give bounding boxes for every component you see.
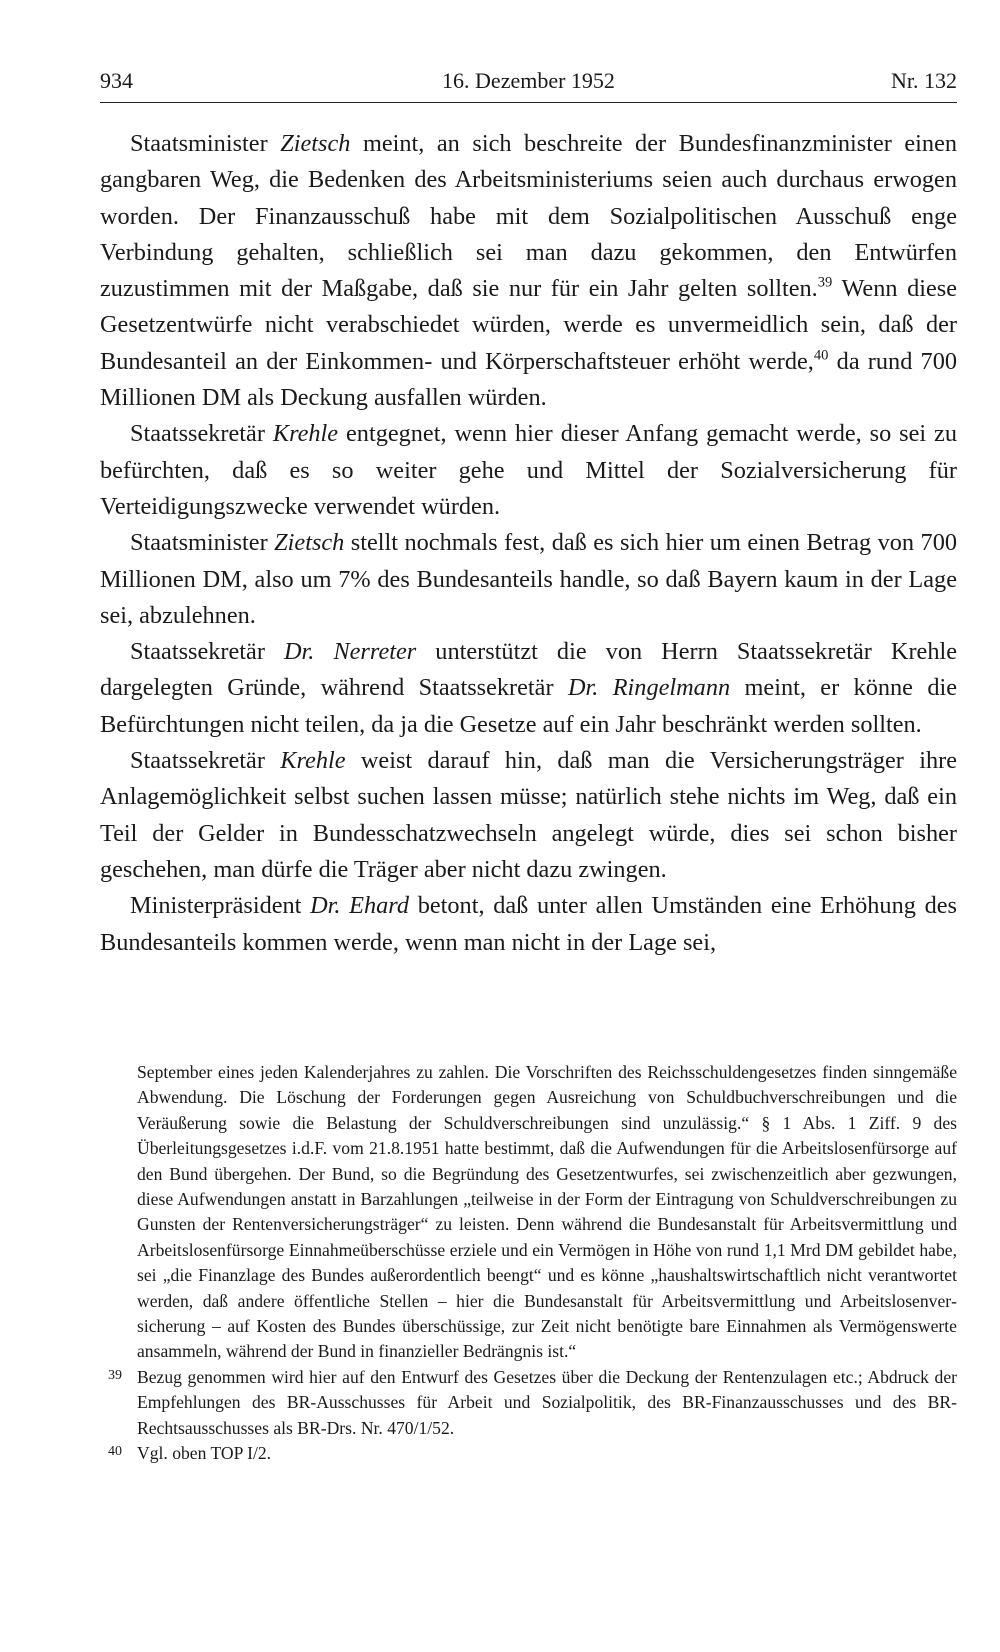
paragraph: Staatsminister Zietsch meint, an sich beschreite der Bundesfinanzminister einen gangbaren Weg, die Bedenken des Arbeitsministeriums seien auch durchaus erwogen worden. Der Finanzausschuß habe mit dem Sozialpolitischen Ausschuß enge Verbindung gehalten, schließlich sei man dazu gekommen, den Entwürfen zuzustimmen mit der Maßgabe, daß sie nur für ein Jahr gelten sollten.$^{39}$ Wenn diese Gesetzentwürfe nicht verabschiedet würden, werde es unvermeidlich sein, daß der Bundesanteil an der Einkommen- und Körperschaftsteuer erhöht werde,$^{40}$ da rund 700 Millionen DM als Deckung ausfallen würden.	[100, 130, 958, 412]
paragraph: Staatssekretär Dr. Nerreter unterstützt die von Herrn Staatssekretär Krehle dargelegten Gründe, während Staatssekretär Dr. Ringelmann meint, er könne die Befürchtungen nicht teilen, da ja die Gesetze auf ein Jahr beschränkt werden sollten.	[100, 638, 958, 738]
header-date: 16. Dezember 1952	[442, 68, 615, 93]
paragraph: Staatssekretär Krehle entgegnet, wenn hier dieser Anfang gemacht werde, so sei zu befürchten, daß es so weiter gehe und Mittel der Sozialversicherung für Verteidigungszwecke verwendet würden.	[100, 420, 957, 520]
speaker-name: Krehle	[272, 420, 339, 448]
paragraph: Ministerpräsident Dr. Ehard betont, daß unter allen Umständen eine Erhöhung des Bundesanteils kommen werde, wenn man nicht in der Lage sei,	[100, 892, 957, 956]
paragraph: Staatsminister Zietsch stellt nochmals fest, daß es sich hier um einen Betrag von 700 Millionen DM, also um 7% des Bundesanteils handle, so daß Bayern kaum in der Lage sei, abzulehnen.	[100, 529, 957, 629]
footnote-39	[108, 1365, 957, 1441]
page-number: 934	[100, 68, 133, 93]
footnotes	[108, 1060, 957, 1467]
footnote-text: Vgl. oben TOP I/2.	[137, 1443, 272, 1464]
footnote-40	[108, 1441, 957, 1466]
footnote-text: Bezug genommen wird hier auf den Entwurf des Gesetzes über die Deckung der Rentenzulagen etc.; Abdruck der Empfehlungen des BR-Ausschusses für Arbeit und Sozialpolitik, des BR-Finanzausschusses und des BR-Rechtsausschusses als BR-Drs. Nr. 470/1/52.	[137, 1366, 957, 1438]
footnote-continuation: September eines jeden Kalenderjahres zu zahlen. Die Vorschriften des Reichsschuldengesetzes finden sinngemäße Abwendung. Die Löschung der Forderungen gegen Ausreichung von Schuldbuchverschreibungen und die Veräußerung sowie die Belastung der Schuldverschreibungen sind unzulässig.“ § 1 Abs. 1 Ziff. 9 des Überleitungsgesetzes i.d.F. vom 21.8.1951 hatte bestimmt, daß die Aufwendungen für die Arbeitslosenfürsorge auf den Bund übergehen. Der Bund, so die Begründung des Gesetzentwurfes, sei zwischenzeitlich aber gezwungen, diese Aufwendungen anstatt in Barzahlungen „teilweise in der Form der Eintragung von Schuldverschreibungen zu Gunsten der Rentenversicherungsträger“ zu leisten. Denn während die Bundesanstalt für Arbeitsvermittlung und Arbeitslosenfürsorge Einnahmeüberschüsse erziele und ein Vermögen in Höhe von rund 1,1 Mrd DM gebildet habe, sei „die Finanzlage des Bundes außerordentlich beengt“ und es könne „haushaltswirtschaftlich nicht verantwortet werden, daß andere öffentliche Stellen – hier die Bundesanstalt für Arbeitsvermittlung und Arbeitslosenversicherung – auf Kosten des Bundes überschüssige, zur Zeit nicht benötigte bare Einnahmen als Vermögenswerte ansammeln, während der Bund in finanzieller Bedrängnis ist.“	[137, 1062, 957, 1362]
footnote-ref: 39	[817, 274, 833, 291]
speaker-name: Zietsch	[280, 130, 351, 157]
paragraph: Staatssekretär Krehle weist darauf hin, daß man die Versicherungsträger ihre Anlagemöglichkeit selbst suchen lassen müsse; natürlich stehe nichts im Weg, daß ein Teil der Gelder in Bundesschatzwechseln angelegt würde, dies sei schon bisher geschehen, man dürfe die Träger aber nicht dazu zwingen.	[100, 747, 957, 883]
speaker-name: Dr. Ringelmann	[567, 674, 731, 702]
footnote-ref: 40	[813, 347, 829, 364]
main-text	[100, 126, 957, 961]
speaker-name: Dr. Nerreter	[284, 638, 417, 666]
issue-number: Nr. 132	[891, 68, 957, 93]
speaker-name: Dr. Ehard	[310, 892, 410, 920]
speaker-name: Krehle	[280, 747, 346, 775]
footnote-number: 39	[108, 1367, 122, 1383]
speaker-name: Zietsch	[274, 529, 345, 557]
running-header	[100, 64, 957, 103]
footnote-number: 40	[108, 1444, 122, 1460]
